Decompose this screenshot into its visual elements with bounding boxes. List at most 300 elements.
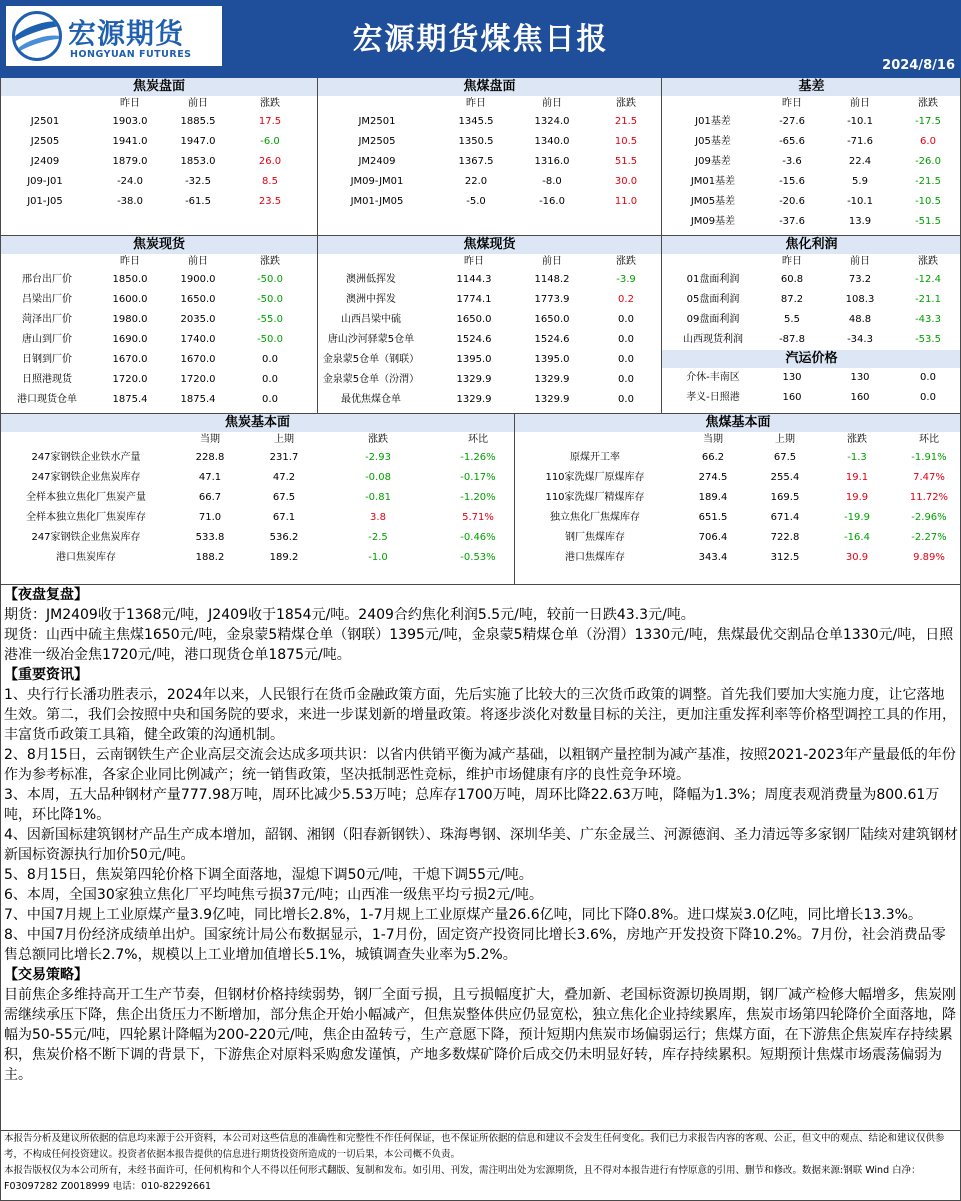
change-value: 51.5 bbox=[614, 156, 638, 167]
value-cell: 1875.4 bbox=[180, 394, 216, 405]
night-review-spot: 现货：山西中硫主焦煤1650元/吨，金泉蒙5精煤仓单（钢联）1395元/吨，金泉蒙5精煤仓单（汾渭）1330元/吨，焦煤最优交割品仓单1330元/吨，日照港准一级冶金焦1720元/吨，港口现货仓单1875元/吨。 bbox=[4, 627, 954, 663]
value-cell: 73.2 bbox=[848, 274, 872, 285]
column-header-cell: 前日 bbox=[188, 98, 208, 109]
coke-futures-panel bbox=[0, 78, 318, 212]
coke-spot-title: 焦炭现货 bbox=[0, 236, 318, 254]
value-cell: 1720.0 bbox=[112, 374, 148, 385]
value-cell: 706.4 bbox=[698, 532, 728, 543]
change-value: -53.5 bbox=[915, 334, 941, 345]
value-cell: 189.2 bbox=[269, 552, 299, 563]
value-cell: 189.4 bbox=[698, 492, 728, 503]
change-value: 7.47% bbox=[913, 472, 945, 483]
coal-spot-row bbox=[318, 310, 661, 330]
value-cell: 1980.0 bbox=[112, 314, 148, 325]
row-label: 介休-丰南区 bbox=[686, 372, 740, 383]
value-cell: 1329.9 bbox=[456, 394, 492, 405]
value-cell: -71.6 bbox=[847, 136, 873, 147]
value-cell: 1903.0 bbox=[112, 116, 148, 127]
row-label: 247家钢铁企业铁水产量 bbox=[31, 452, 141, 463]
value-cell: 188.2 bbox=[195, 552, 225, 563]
change-value: 30.9 bbox=[845, 552, 869, 563]
news-item: 6、本周，全国30家独立焦化厂平均吨焦亏损37元/吨；山西准一级焦平均亏损2元/吨。 bbox=[4, 887, 543, 903]
change-value: -0.81 bbox=[365, 492, 391, 503]
change-value: -0.46% bbox=[460, 532, 496, 543]
value-cell: 533.8 bbox=[195, 532, 225, 543]
coal-spot-row bbox=[318, 390, 661, 410]
change-value: -17.5 bbox=[915, 116, 941, 127]
change-value: 0.2 bbox=[618, 294, 634, 305]
value-cell: 5.9 bbox=[852, 176, 868, 187]
row-label: 01盘面利润 bbox=[686, 274, 740, 285]
value-cell: -10.1 bbox=[847, 116, 873, 127]
row-label: J01-J05 bbox=[27, 196, 63, 207]
change-value: 0.0 bbox=[920, 372, 936, 383]
coal-fundamentals-panel bbox=[515, 414, 961, 568]
row-label: 唐山沙河驿蒙5仓单 bbox=[327, 334, 415, 345]
change-value: -0.08 bbox=[365, 472, 391, 483]
value-cell: -10.1 bbox=[847, 196, 873, 207]
value-cell: 1941.0 bbox=[112, 136, 148, 147]
coke-spot-row bbox=[0, 270, 318, 290]
row-label: 澳洲中挥发 bbox=[346, 294, 396, 305]
value-cell: 1853.0 bbox=[180, 156, 216, 167]
value-cell: 231.7 bbox=[269, 452, 299, 463]
value-cell: -15.6 bbox=[779, 176, 805, 187]
coke-spot-column-header bbox=[0, 254, 318, 270]
column-header-cell: 上期 bbox=[274, 434, 294, 445]
change-value: -2.93 bbox=[365, 452, 391, 463]
value-cell: 67.5 bbox=[272, 492, 296, 503]
row-label: JM2409 bbox=[358, 156, 396, 167]
grid-line bbox=[661, 78, 662, 413]
coal-spot-row bbox=[318, 270, 661, 290]
change-value: -0.53% bbox=[460, 552, 496, 563]
change-value: -0.17% bbox=[460, 472, 496, 483]
value-cell: 651.5 bbox=[698, 512, 728, 523]
value-cell: 1650.0 bbox=[180, 294, 216, 305]
value-cell: 13.9 bbox=[848, 216, 872, 227]
change-value: -6.0 bbox=[260, 136, 280, 147]
commentary bbox=[4, 585, 958, 1085]
change-value: 10.5 bbox=[614, 136, 638, 147]
value-cell: 312.5 bbox=[770, 552, 800, 563]
value-cell: 1650.0 bbox=[456, 314, 492, 325]
change-value: -21.1 bbox=[915, 294, 941, 305]
row-label: 日照港现货 bbox=[22, 374, 72, 385]
row-label: JM2505 bbox=[358, 136, 396, 147]
change-value: -50.0 bbox=[257, 274, 283, 285]
news-item: 1、央行行长潘功胜表示，2024年以来，人民银行在货币金融政策方面，先后实施了比较大的三次货币政策的调整。首先我们要加大实施力度，让它落地生效。第二，我们会按照中央和国务院的要求，来进一步谋划新的增量政策。将逐步淡化对数量目标的关注，更加注重发挥利率等价格型调控工具的作用，丰富货币政策工具箱，健全政策的沟通机制。 bbox=[4, 687, 956, 743]
coke-spot-row bbox=[0, 290, 318, 310]
coking-profit-row bbox=[662, 270, 961, 290]
column-header-cell: 涨跌 bbox=[918, 256, 938, 267]
change-value: 19.9 bbox=[845, 492, 869, 503]
value-cell: 130 bbox=[782, 372, 802, 383]
value-cell: 48.8 bbox=[848, 314, 872, 325]
change-value: -2.27% bbox=[911, 532, 947, 543]
row-label: 金泉蒙5仓单（汾渭） bbox=[322, 374, 420, 385]
coal-fundamentals-row bbox=[515, 528, 961, 548]
logo-english-name: HONGYUAN FUTURES bbox=[70, 49, 192, 60]
column-header-cell: 前日 bbox=[850, 256, 870, 267]
value-cell: 160 bbox=[850, 392, 870, 403]
column-header-cell: 涨跌 bbox=[260, 98, 280, 109]
coal-spot-row bbox=[318, 350, 661, 370]
coking-profit-panel bbox=[662, 236, 961, 408]
row-label: JM01基差 bbox=[690, 176, 736, 187]
value-cell: -8.0 bbox=[542, 176, 562, 187]
coal-spot-title: 焦煤现货 bbox=[318, 236, 661, 254]
column-header-cell: 前日 bbox=[188, 256, 208, 267]
coke-spot-panel bbox=[0, 236, 318, 410]
coke-fundamentals-row bbox=[0, 468, 515, 488]
coke-futures-column-header bbox=[0, 96, 318, 112]
column-header-cell: 涨跌 bbox=[616, 98, 636, 109]
coke-fundamentals-row bbox=[0, 548, 515, 568]
value-cell: 5.5 bbox=[784, 314, 800, 325]
value-cell: 1144.3 bbox=[456, 274, 492, 285]
value-cell: 1350.5 bbox=[458, 136, 494, 147]
news-item: 7、中国7月规上工业原煤产量3.9亿吨，同比增长2.8%，1-7月规上工业原煤产量26.6亿吨，同比下降0.8%。进口煤炭3.0亿吨，同比增长13.3%。 bbox=[4, 907, 922, 923]
basis-row bbox=[662, 132, 961, 152]
coking-profit-row bbox=[662, 330, 961, 350]
row-label: 山西吕梁中硫 bbox=[341, 314, 401, 325]
coke-fundamentals-row bbox=[0, 528, 515, 548]
value-cell: 722.8 bbox=[770, 532, 800, 543]
row-label: 邢台出厂价 bbox=[22, 274, 72, 285]
value-cell: 22.0 bbox=[464, 176, 488, 187]
row-label: JM01-JM05 bbox=[350, 196, 404, 207]
coal-fundamentals-row bbox=[515, 548, 961, 568]
column-header-cell: 昨日 bbox=[466, 98, 486, 109]
value-cell: 274.5 bbox=[698, 472, 728, 483]
coke-futures-row bbox=[0, 132, 318, 152]
basis-title: 基差 bbox=[662, 78, 961, 96]
column-header-cell: 环比 bbox=[919, 434, 939, 445]
report-header bbox=[0, 0, 961, 78]
value-cell: 169.5 bbox=[770, 492, 800, 503]
coal-spot-row bbox=[318, 290, 661, 310]
change-value: 30.0 bbox=[614, 176, 638, 187]
coal-spot-panel bbox=[318, 236, 661, 410]
change-value: 9.89% bbox=[913, 552, 945, 563]
basis-panel bbox=[662, 78, 961, 232]
change-value: 8.5 bbox=[262, 176, 278, 187]
value-cell: 71.0 bbox=[198, 512, 222, 523]
change-value: 6.0 bbox=[920, 136, 936, 147]
row-label: 247家钢铁企业焦炭库存 bbox=[31, 472, 141, 483]
value-cell: 1720.0 bbox=[180, 374, 216, 385]
change-value: -12.4 bbox=[915, 274, 941, 285]
column-header-cell: 昨日 bbox=[464, 256, 484, 267]
row-label: 钢厂焦煤库存 bbox=[565, 532, 625, 543]
basis-row bbox=[662, 172, 961, 192]
coke-fundamentals-panel bbox=[0, 414, 515, 568]
value-cell: 1324.0 bbox=[534, 116, 570, 127]
coal-fundamentals-title: 焦煤基本面 bbox=[515, 414, 961, 432]
change-value: 11.0 bbox=[614, 196, 638, 207]
value-cell: -37.6 bbox=[779, 216, 805, 227]
value-cell: 1850.0 bbox=[112, 274, 148, 285]
change-value: -1.3 bbox=[847, 452, 867, 463]
row-label: 港口焦煤库存 bbox=[565, 552, 625, 563]
value-cell: 1340.0 bbox=[534, 136, 570, 147]
row-label: J2505 bbox=[30, 136, 60, 147]
value-cell: 66.2 bbox=[701, 452, 725, 463]
change-value: -10.5 bbox=[915, 196, 941, 207]
row-label: 唐山到厂价 bbox=[22, 334, 72, 345]
change-value: -19.9 bbox=[844, 512, 870, 523]
value-cell: 66.7 bbox=[198, 492, 222, 503]
night-review-heading: 【夜盘复盘】 bbox=[4, 587, 88, 603]
value-cell: 1524.6 bbox=[534, 334, 570, 345]
change-value: -1.91% bbox=[911, 452, 947, 463]
value-cell: 1524.6 bbox=[456, 334, 492, 345]
coke-futures-row bbox=[0, 152, 318, 172]
row-label: 全样本独立焦化厂焦炭库存 bbox=[26, 512, 146, 523]
value-cell: -65.6 bbox=[779, 136, 805, 147]
news-item: 4、因新国标建筑钢材产品生产成本增加，韶钢、湘钢（阳春新钢铁）、珠海粤钢、深圳华美、广东金晟兰、河源德润、圣力清远等多家钢厂陆续对建筑钢材新国标资源执行加价50元/吨。 bbox=[4, 827, 958, 863]
value-cell: -16.0 bbox=[539, 196, 565, 207]
value-cell: 160 bbox=[782, 392, 802, 403]
coke-fundamentals-column-header bbox=[0, 432, 515, 448]
coke-spot-row bbox=[0, 370, 318, 390]
value-cell: 60.8 bbox=[780, 274, 804, 285]
coke-futures-row bbox=[0, 172, 318, 192]
disclaimer-line: 本报告分析及建议所依据的信息均来源于公开资料，本公司对这些信息的准确性和完整性不作任何保证，也不保证所依据的信息和建议不会发生任何变化。我们已力求报告内容的客观、公正，但文中的观点、结论和建议仅供参考，不构成任何投资建议。投资者依据本报告提供的信息进行期货投资所造成的一切后果，本公司概不负责。 bbox=[4, 1133, 945, 1160]
value-cell: 1947.0 bbox=[180, 136, 216, 147]
coke-spot-row bbox=[0, 390, 318, 410]
value-cell: 108.3 bbox=[845, 294, 875, 305]
row-label: 山西现货利润 bbox=[683, 334, 743, 345]
row-label: 全样本独立焦化厂焦炭产量 bbox=[26, 492, 146, 503]
change-value: -43.3 bbox=[915, 314, 941, 325]
change-value: -2.5 bbox=[368, 532, 388, 543]
news-item: 8、中国7月份经济成绩单出炉。国家统计局公布数据显示，1-7月份，固定资产投资同比增长3.6%，房地产开发投资下降10.2%。7月份，社会消费品零售总额同比增长2.7%，规模以上工业增加值增长5.1%，城镇调查失业率为5.2%。 bbox=[4, 927, 946, 963]
value-cell: 130 bbox=[850, 372, 870, 383]
coke-spot-row bbox=[0, 310, 318, 330]
change-value: -21.5 bbox=[915, 176, 941, 187]
change-value: -3.9 bbox=[616, 274, 636, 285]
value-cell: 1740.0 bbox=[180, 334, 216, 345]
coke-futures-row bbox=[0, 112, 318, 132]
grid-line bbox=[0, 78, 1, 1201]
change-value: -50.0 bbox=[257, 334, 283, 345]
value-cell: 47.2 bbox=[272, 472, 296, 483]
change-value: 0.0 bbox=[618, 314, 634, 325]
column-header-cell: 环比 bbox=[468, 434, 488, 445]
column-header-cell: 上期 bbox=[775, 434, 795, 445]
row-label: 港口现货仓单 bbox=[17, 394, 77, 405]
coal-fundamentals-row bbox=[515, 468, 961, 488]
value-cell: 255.4 bbox=[770, 472, 800, 483]
freight-row bbox=[662, 388, 961, 408]
coke-fundamentals-row bbox=[0, 508, 515, 528]
value-cell: 1395.0 bbox=[456, 354, 492, 365]
row-label: 日钢到厂价 bbox=[22, 354, 72, 365]
row-label: 孝义-日照港 bbox=[686, 392, 740, 403]
change-value: 26.0 bbox=[258, 156, 282, 167]
change-value: 21.5 bbox=[614, 116, 638, 127]
basis-row bbox=[662, 112, 961, 132]
column-header-cell: 前日 bbox=[850, 98, 870, 109]
strategy-text: 目前焦企多维持高开工生产节奏，但钢材价格持续弱势，钢厂全面亏损，且亏损幅度扩大，叠加新、老国标资源切换周期，钢厂减产检修大幅增多，焦炭刚需继续承压下降，焦企出货压力不断增加，部分焦企开始小幅减产，但焦炭整体供应仍显宽松，独立焦化企业持续累库，焦炭市场第四轮降价全面落地，降幅为50-55元/吨，四轮累计降幅为200-220元/吨，焦企由盈转亏，生产意愿下降，预计短期内焦炭市场偏弱运行；焦煤方面，在下游焦企焦炭库存持续累积，焦炭价格不断下调的背景下，下游焦企对原料采购愈发谨慎，产地多数煤矿降价后成交仍未明显好转，库存持续累积。短期预计焦煤市场震荡偏弱为主。 bbox=[4, 987, 956, 1083]
change-value: 0.0 bbox=[920, 392, 936, 403]
column-header-cell: 昨日 bbox=[120, 98, 140, 109]
change-value: -50.0 bbox=[257, 294, 283, 305]
grid-line bbox=[0, 413, 961, 414]
value-cell: 47.1 bbox=[198, 472, 222, 483]
coal-futures-panel bbox=[318, 78, 661, 212]
column-header-cell: 涨跌 bbox=[847, 434, 867, 445]
value-cell: 1148.2 bbox=[534, 274, 570, 285]
coke-futures-row bbox=[0, 192, 318, 212]
basis-row bbox=[662, 212, 961, 232]
value-cell: 1650.0 bbox=[534, 314, 570, 325]
row-label: 247家钢铁企业焦炭库存 bbox=[31, 532, 141, 543]
coal-fundamentals-row bbox=[515, 488, 961, 508]
logo-chinese-name: 宏源期货 bbox=[68, 17, 185, 50]
grid-line bbox=[317, 78, 318, 413]
row-label: 最优焦煤仓单 bbox=[341, 394, 401, 405]
coke-futures-title: 焦炭盘面 bbox=[0, 78, 318, 96]
column-header-cell: 昨日 bbox=[782, 256, 802, 267]
change-value: -55.0 bbox=[257, 314, 283, 325]
basis-row bbox=[662, 152, 961, 172]
change-value: 19.1 bbox=[845, 472, 869, 483]
news-item: 2、8月15日，云南钢铁生产企业高层交流会达成多项共识：以省内供销平衡为减产基础，以粗钢产量控制为减产基准，按照2021-2023年产量最低的年份作为参考标准，各家企业同比例减产；统一销售政策，坚决抵制恶性竞标，维护市场健康有序的良性竞争环境。 bbox=[4, 747, 956, 783]
value-cell: 67.5 bbox=[773, 452, 797, 463]
news-item: 5、8月15日，焦炭第四轮价格下调全面落地，湿熄下调50元/吨，干熄下调55元/吨。 bbox=[4, 867, 533, 883]
value-cell: 1670.0 bbox=[112, 354, 148, 365]
basis-column-header bbox=[662, 96, 961, 112]
value-cell: -5.0 bbox=[466, 196, 486, 207]
row-label: 原煤开工率 bbox=[570, 452, 620, 463]
value-cell: 343.4 bbox=[698, 552, 728, 563]
value-cell: 536.2 bbox=[269, 532, 299, 543]
row-label: 澳洲低挥发 bbox=[346, 274, 396, 285]
coal-futures-column-header bbox=[318, 96, 661, 112]
row-label: 110家洗煤厂原煤库存 bbox=[545, 472, 645, 483]
row-label: J01基差 bbox=[695, 116, 731, 127]
coke-spot-row bbox=[0, 330, 318, 350]
value-cell: 1670.0 bbox=[180, 354, 216, 365]
coal-futures-row bbox=[318, 112, 661, 132]
news-heading: 【重要资讯】 bbox=[4, 667, 88, 683]
column-header-cell: 当期 bbox=[703, 434, 723, 445]
value-cell: 1329.9 bbox=[534, 394, 570, 405]
freight-title: 汽运价格 bbox=[662, 350, 961, 368]
value-cell: -24.0 bbox=[117, 176, 143, 187]
coking-profit-row bbox=[662, 310, 961, 330]
coal-spot-row bbox=[318, 370, 661, 390]
row-label: 金泉蒙5仓单（钢联） bbox=[322, 354, 420, 365]
row-label: 菏泽出厂价 bbox=[22, 314, 72, 325]
coal-fundamentals-row bbox=[515, 508, 961, 528]
value-cell: 1600.0 bbox=[112, 294, 148, 305]
coking-profit-title: 焦化利润 bbox=[662, 236, 961, 254]
disclaimer-line: 本报告版权仅为本公司所有，未经书面许可，任何机构和个人不得以任何形式翻版、复制和发布。如引用、刊发，需注明出处为宏源期货，且不得对本报告进行有悖原意的引用、删节和修改。数据来源:钢联 Wind 白净：F03097282 Z0018999 电话：010-82292661 bbox=[4, 1165, 921, 1192]
column-header-cell: 昨日 bbox=[120, 256, 140, 267]
row-label: J2501 bbox=[30, 116, 60, 127]
value-cell: -32.5 bbox=[185, 176, 211, 187]
night-review-futures: 期货：JM2409收于1368元/吨，J2409收于1854元/吨。2409合约焦化利润5.5元/吨，较前一日跌43.3元/吨。 bbox=[4, 607, 695, 623]
change-value: -1.20% bbox=[460, 492, 496, 503]
coal-fundamentals-row bbox=[515, 448, 961, 468]
value-cell: -27.6 bbox=[779, 116, 805, 127]
change-value: -51.5 bbox=[915, 216, 941, 227]
value-cell: 1329.9 bbox=[456, 374, 492, 385]
value-cell: 1395.0 bbox=[534, 354, 570, 365]
row-label: 09盘面利润 bbox=[686, 314, 740, 325]
grid-line bbox=[0, 235, 961, 236]
coal-futures-row bbox=[318, 132, 661, 152]
change-value: 23.5 bbox=[258, 196, 282, 207]
coking-profit-row bbox=[662, 290, 961, 310]
row-label: 吕梁出厂价 bbox=[22, 294, 72, 305]
value-cell: 1345.5 bbox=[458, 116, 494, 127]
coke-fundamentals-row bbox=[0, 488, 515, 508]
value-cell: -20.6 bbox=[779, 196, 805, 207]
column-header-cell: 涨跌 bbox=[368, 434, 388, 445]
freight-row bbox=[662, 368, 961, 388]
strategy-heading: 【交易策略】 bbox=[4, 967, 88, 983]
change-value: 0.0 bbox=[262, 354, 278, 365]
column-header-cell: 涨跌 bbox=[918, 98, 938, 109]
change-value: 5.71% bbox=[462, 512, 494, 523]
value-cell: 1316.0 bbox=[534, 156, 570, 167]
coke-spot-row bbox=[0, 350, 318, 370]
change-value: 0.0 bbox=[262, 374, 278, 385]
column-header-cell: 涨跌 bbox=[260, 256, 280, 267]
value-cell: 1367.5 bbox=[458, 156, 494, 167]
value-cell: 1875.4 bbox=[112, 394, 148, 405]
coal-futures-row bbox=[318, 152, 661, 172]
row-label: JM09-JM01 bbox=[350, 176, 404, 187]
coal-spot-column-header bbox=[318, 254, 661, 270]
value-cell: 228.8 bbox=[195, 452, 225, 463]
basis-row bbox=[662, 192, 961, 212]
report-date: 2024/8/16 bbox=[882, 58, 955, 73]
row-label: JM2501 bbox=[358, 116, 396, 127]
column-header-cell: 前日 bbox=[542, 98, 562, 109]
row-label: 05盘面利润 bbox=[686, 294, 740, 305]
row-label: J09-J01 bbox=[27, 176, 63, 187]
report-title: 宏源期货煤焦日报 bbox=[352, 22, 609, 57]
news-item: 3、本周，五大品种钢材产量777.98万吨，周环比减少5.53万吨；总库存1700万吨，周环比降22.63万吨，降幅为1.3%；周度表观消费量为800.61万吨，环比降1%。 bbox=[4, 787, 940, 823]
column-header-cell: 昨日 bbox=[782, 98, 802, 109]
grid-line bbox=[514, 413, 515, 584]
change-value: 0.0 bbox=[618, 354, 634, 365]
coking-profit-column-header bbox=[662, 254, 961, 270]
disclaimer bbox=[4, 1131, 958, 1195]
change-value: -16.4 bbox=[844, 532, 870, 543]
column-header-cell: 前日 bbox=[542, 256, 562, 267]
value-cell: 87.2 bbox=[780, 294, 804, 305]
coal-spot-row bbox=[318, 330, 661, 350]
row-label: JM05基差 bbox=[690, 196, 736, 207]
value-cell: -87.8 bbox=[779, 334, 805, 345]
value-cell: -38.0 bbox=[117, 196, 143, 207]
coal-futures-row bbox=[318, 172, 661, 192]
value-cell: 1690.0 bbox=[112, 334, 148, 345]
coal-futures-row bbox=[318, 192, 661, 212]
change-value: -1.26% bbox=[460, 452, 496, 463]
change-value: 0.0 bbox=[618, 334, 634, 345]
row-label: 港口焦炭库存 bbox=[56, 552, 116, 563]
value-cell: 1900.0 bbox=[180, 274, 216, 285]
value-cell: -3.6 bbox=[782, 156, 802, 167]
